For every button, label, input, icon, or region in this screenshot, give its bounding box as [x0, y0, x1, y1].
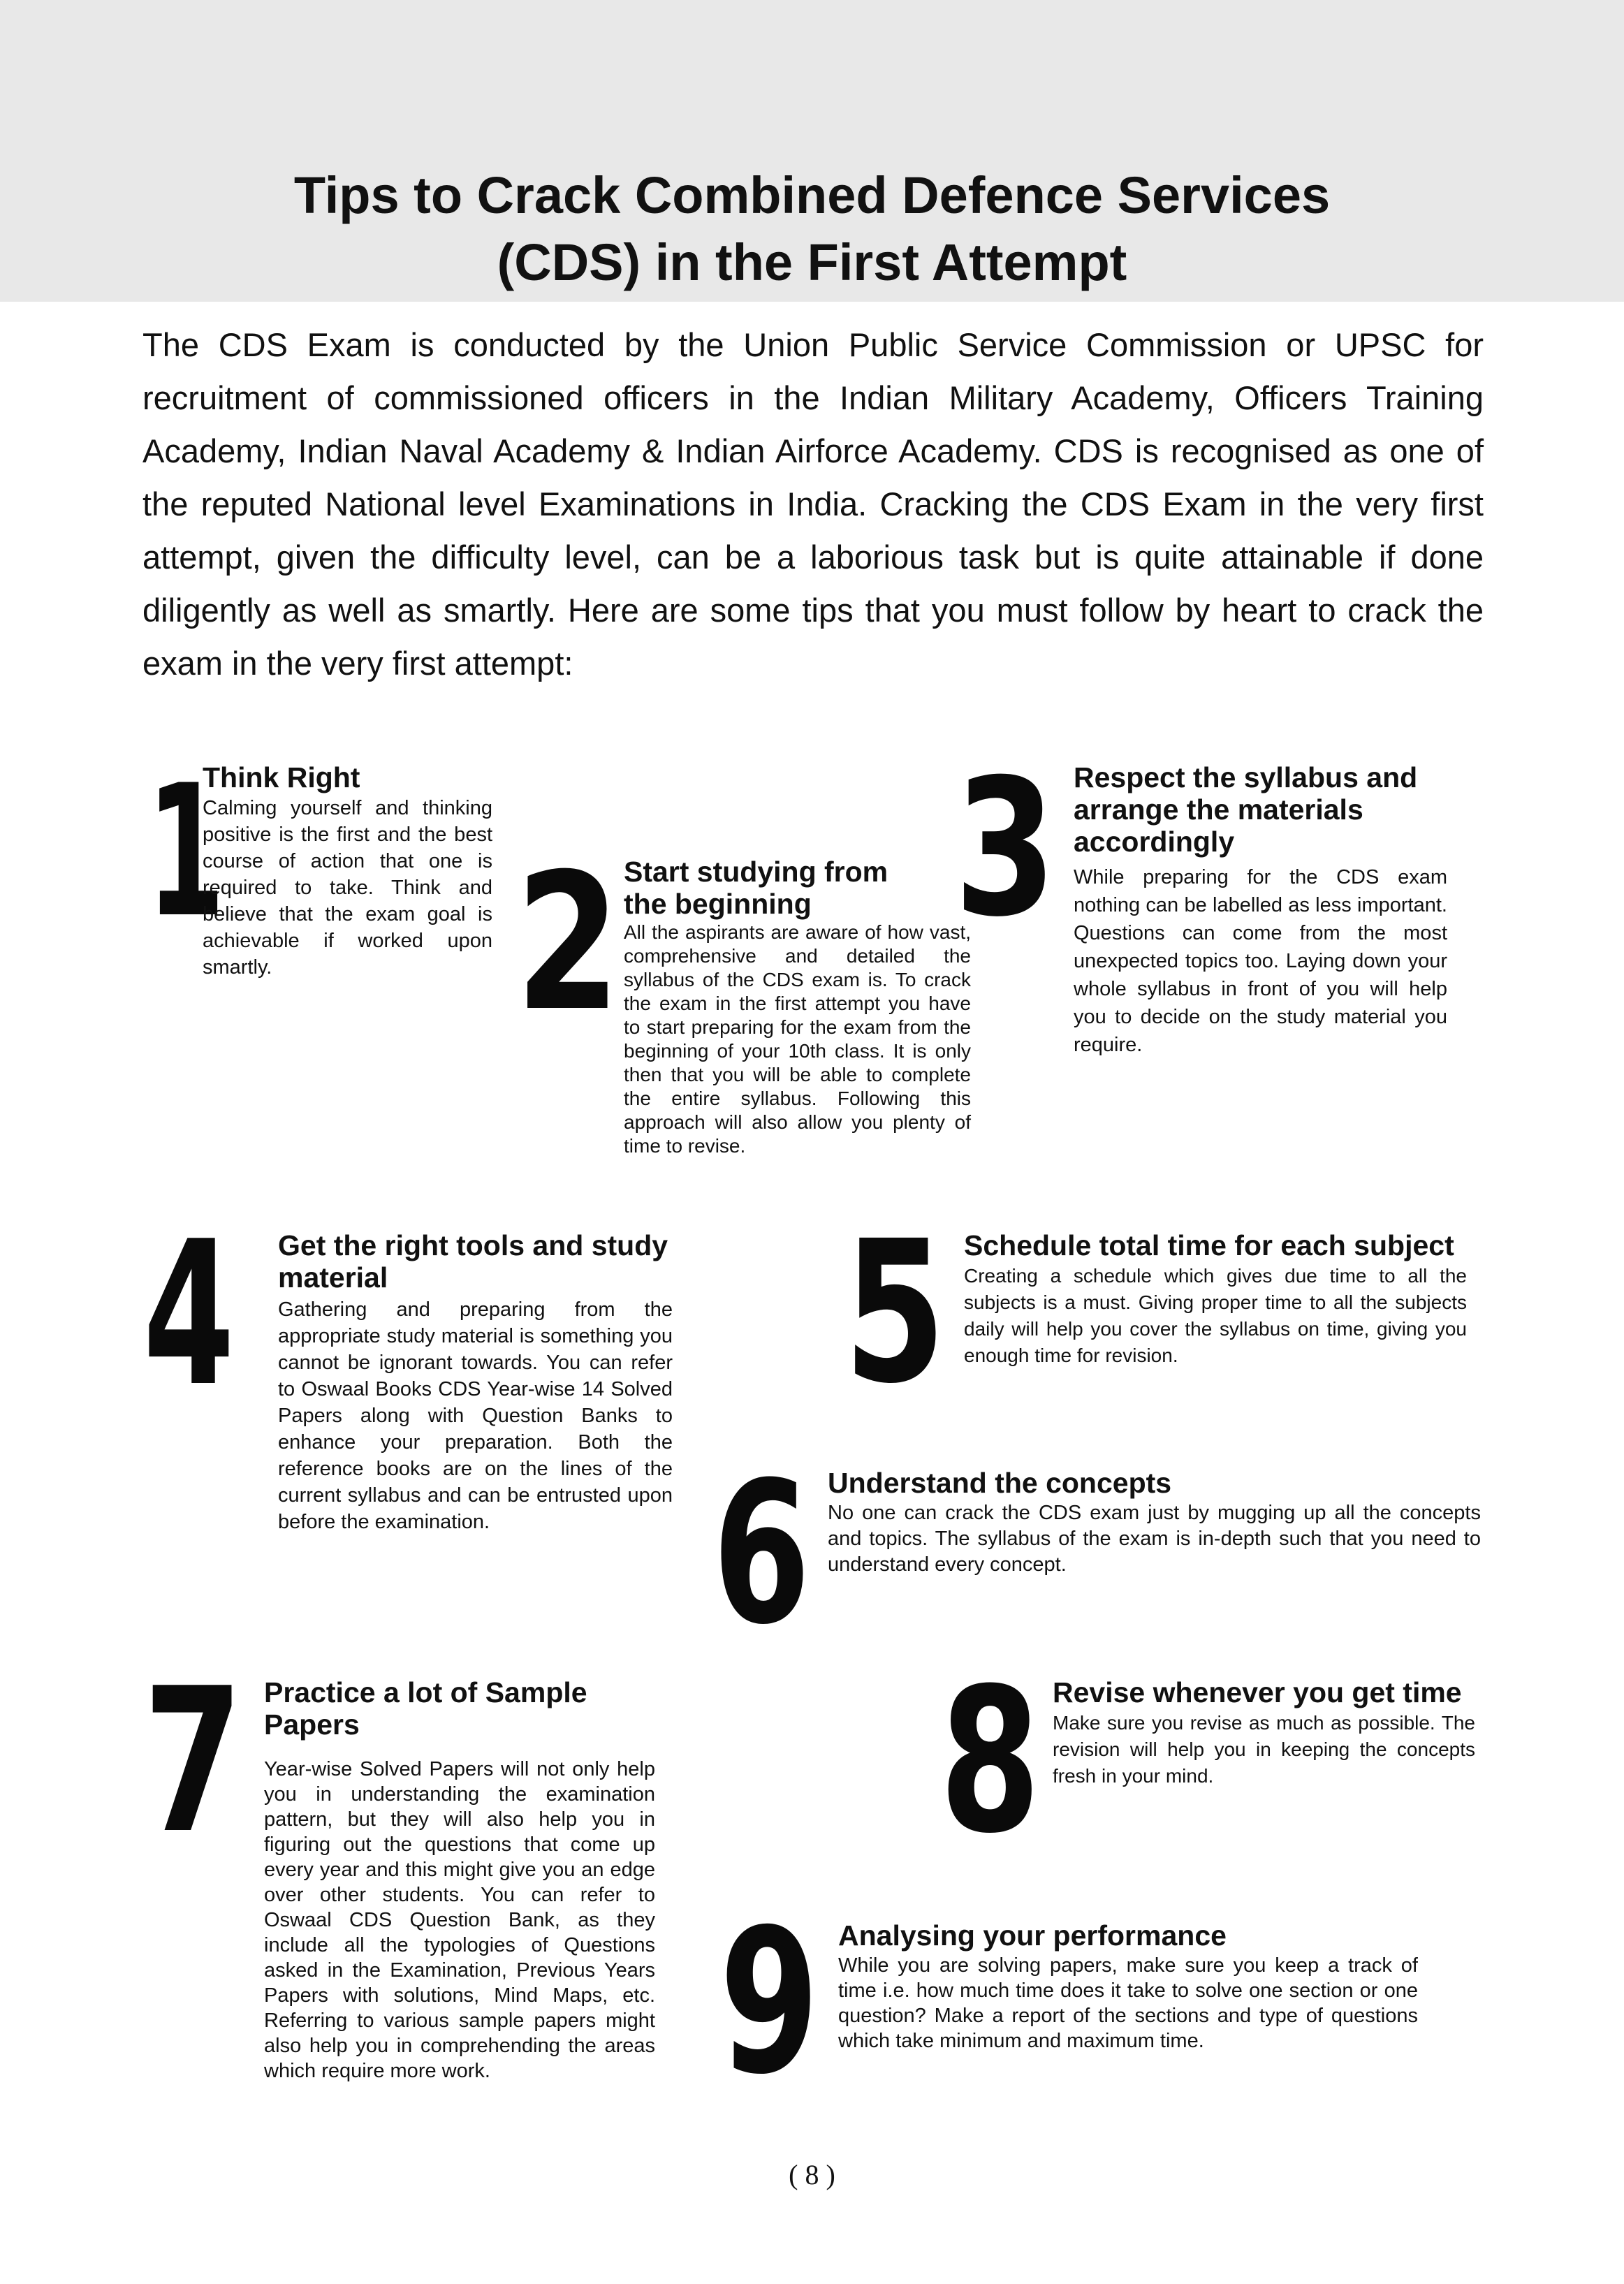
title-line-1: Tips to Crack Combined Defence Services [293, 166, 1331, 224]
tip-text-5: Creating a schedule which gives due time to all the subjects is a must. Giving proper time to all the subjects daily will help you cover the syllabus on time, giving you enough time for revision. [964, 1265, 1467, 1366]
tip-title-8: Revise whenever you get time [1053, 1676, 1462, 1708]
tip-number-8: 8 [939, 1646, 1041, 1877]
title-line-2: (CDS) in the First Attempt [497, 233, 1127, 291]
tip-title-4: Get the right tools and study material [278, 1229, 668, 1294]
tip-text-9: While you are solving papers, make sure you keep a track of time i.e. how much time does it take to solve one section or one question? Make a report of the sections and type of questions which take minimum and maximum time. [838, 1954, 1418, 2052]
tip-text-7: Year-wise Solved Papers will not only help you in understanding the examination pattern, but they will also help you in figuring out the questions that come up every year and this might give you an edge over other students. You can refer to Oswaal CDS Question Bank, as they include all the typologies of Questions asked in the Examination, Previous Years Papers with solutions, Mind Maps, etc. Referring to various sample papers might also help you in comprehending the areas which require more work. [264, 1758, 655, 2082]
tip-text-4: Gathering and preparing from the appropriate study material is something you cannot be ignorant towards. You can refer to Oswaal Books CDS Year-wise 14 Solved Papers along with Question Banks to enhance your preparation. Both the reference books are on the lines of the current syllabus and can be entrusted upon before the examination. [278, 1298, 673, 1533]
page-title [0, 162, 1624, 296]
intro-paragraph: The CDS Exam is conducted by the Union Public Service Commission or UPSC for recruitment of commissioned officers in the Indian Military Academy, Officers Training Academy, Indian Naval Academy & Indian Airforce Academy. CDS is recognised as one of the reputed National level Examinations in India. Cracking the CDS Exam in the very first attempt, given the difficulty level, can be a laborious task but is quite attainable if done diligently as well as smartly. Here are some tips that you must follow by heart to crack the exam in the very first attempt: [142, 326, 1484, 682]
tip-text-3: While preparing for the CDS exam nothing can be labelled as less important. Questions can come from the most unexpected topics too. Laying down your whole syllabus in front of you will help you to decide on the study material you require. [1074, 866, 1447, 1056]
tip-title-2: Start studying from the beginning [624, 856, 888, 920]
tip-number-3: 3 [954, 738, 1057, 958]
tip-number-7: 7 [143, 1646, 243, 1877]
tip-number-5: 5 [844, 1199, 946, 1427]
tip-title-7: Practice a lot of Sample Papers [264, 1676, 587, 1741]
page-number: ( 8 ) [789, 2159, 835, 2190]
tip-text-8: Make sure you revise as much as possible. The revision will help you in keeping the concepts fresh in your mind. [1053, 1712, 1475, 1787]
tip-text-2: All the aspirants are aware of how vast, comprehensive and detailed the syllabus of the CDS exam is. To crack the exam in the first attempt you have to start preparing for the exam from the beginning of your 10th class. It is only then that you will be able to complete the entire syllabus. Following this approach will also allow you plenty of time to revise. [624, 921, 971, 1157]
tip-number-2: 2 [515, 833, 621, 1053]
tip-number-9: 9 [719, 1887, 819, 2118]
tip-number-1: 1 [147, 747, 226, 958]
tip-number-4: 4 [143, 1199, 235, 1430]
tip-text-6: No one can crack the CDS exam just by mugging up all the concepts and topics. The syllabus of the exam is in-depth such that you need to understand every concept. [828, 1502, 1481, 1576]
tip-title-9: Analysing your performance [838, 1919, 1227, 1952]
tip-title-1: Think Right [203, 761, 360, 793]
tip-title-3: Respect the syllabus and arrange the materials accordingly [1074, 761, 1418, 858]
tip-text-1: Calming yourself and thinking positive is the first and the best course of action that one is required to take. Think and believe that the exam goal is achievable if worked upon smartly. [203, 797, 492, 979]
tip-number-6: 6 [712, 1440, 811, 1668]
tip-title-5: Schedule total time for each subject [964, 1229, 1454, 1261]
tip-title-6: Understand the concepts [828, 1467, 1172, 1499]
